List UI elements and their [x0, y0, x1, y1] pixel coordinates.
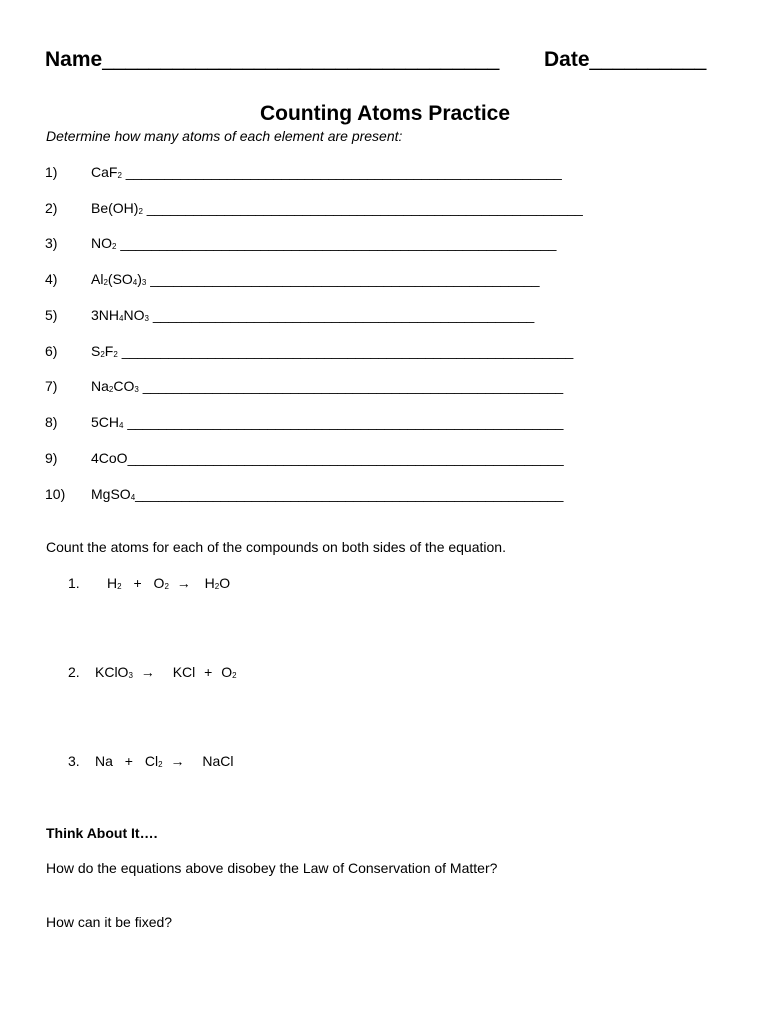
- arrow-icon: →: [140, 664, 155, 680]
- count-instruction: Count the atoms for each of the compounds on both sides of the equation.: [46, 539, 506, 555]
- date-field: [544, 48, 706, 72]
- question-formula: CaF$_2$ ________________________________________________________: [91, 164, 562, 180]
- question-number: 5): [45, 307, 58, 323]
- question-formula: $5CH_4$ ________________________________________________________: [91, 414, 564, 430]
- answer-blank: _________________________________________________: [152, 307, 535, 323]
- answer-blank: ______________________________________________________: [142, 378, 564, 394]
- question-number: 4): [45, 271, 58, 287]
- question-formula: $Be(OH)_2$ ________________________________________________________: [91, 200, 583, 216]
- answer-blank: _______________________________________________________: [135, 486, 564, 502]
- think-question-2: How can it be fixed?: [46, 914, 173, 930]
- think-heading: Think About It….: [46, 825, 158, 841]
- answer-blank: __________________________________________________: [150, 271, 540, 287]
- question-number: 3): [45, 235, 58, 251]
- equation-1: 1. $H_2 + O_2 \to H_2O$: [68, 575, 231, 591]
- date-label: Date: [544, 48, 590, 71]
- name-blank: __________________________________: [102, 48, 500, 71]
- equation-3: 3. $Na + Cl_2$ → NaCl: [68, 753, 234, 769]
- question-formula: $Al_2(SO_4)_3$ __________________________________________________: [91, 271, 540, 287]
- question-number: 7): [45, 378, 58, 394]
- date-blank: __________: [589, 48, 707, 71]
- answer-blank: ________________________________________________________: [127, 414, 564, 430]
- question-formula: MgSO$_4$_______________________________________________________: [91, 486, 564, 502]
- question-number: 6): [45, 343, 58, 359]
- question-formula: $3NH_4NO_3$ _________________________________________________: [91, 307, 535, 323]
- answer-blank: ________________________________________________________: [146, 200, 583, 216]
- arrow-icon: →: [176, 575, 191, 591]
- page-title: Counting Atoms Practice: [259, 102, 511, 125]
- instruction-text: Determine how many atoms of each element are present:: [46, 128, 403, 144]
- question-formula: $NO_2$ ________________________________________________________: [91, 235, 557, 251]
- question-number: 1): [45, 164, 58, 180]
- name-label: Name: [45, 48, 103, 71]
- question-number: 9): [45, 450, 58, 466]
- answer-blank: __________________________________________________________: [121, 343, 574, 359]
- question-number: 2): [45, 200, 58, 216]
- answer-blank: ________________________________________________________: [125, 164, 562, 180]
- question-formula: $Na_2CO_3$ ______________________________________________________: [91, 378, 564, 394]
- answer-blank: ________________________________________________________: [127, 450, 564, 466]
- think-question-1: How do the equations above disobey the Law of Conservation of Matter?: [46, 860, 498, 876]
- question-number: 8): [45, 414, 58, 430]
- question-formula: 4CoO________________________________________________________: [91, 450, 564, 466]
- answer-blank: ________________________________________________________: [120, 235, 557, 251]
- equation-2: 2. KClO$_3$ → KCl + $O_2$: [68, 664, 237, 680]
- arrow-icon: →: [170, 753, 185, 769]
- name-field: [45, 48, 499, 72]
- question-number: 10): [45, 486, 66, 502]
- question-formula: $S_2F_2$ __________________________________________________________: [91, 343, 574, 359]
